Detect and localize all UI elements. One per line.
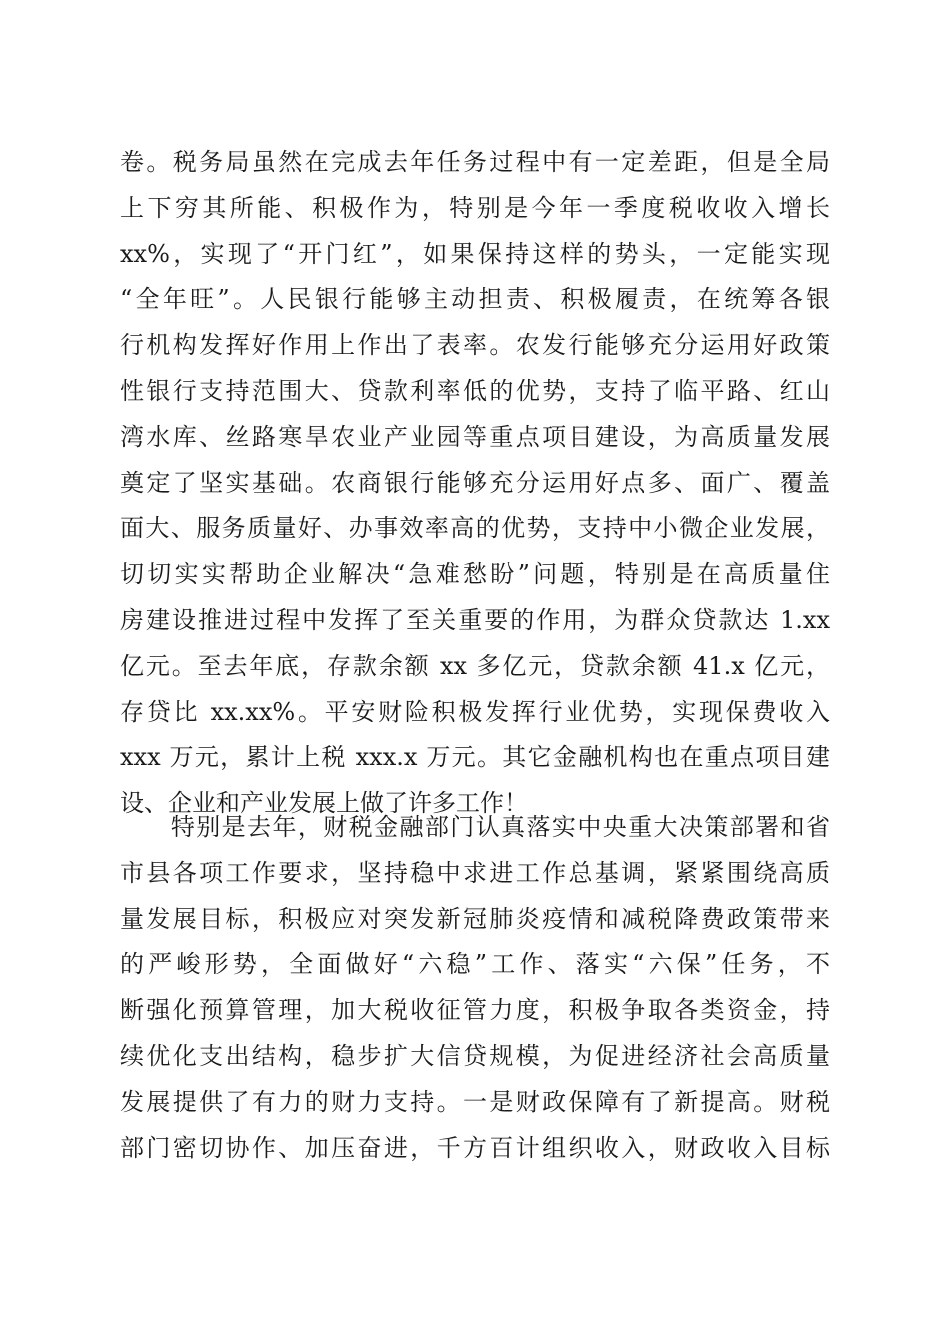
text-line: 续优化支出结构，稳步扩大信贷规模，为促进经济社会高质量 [120, 1041, 830, 1070]
text-line: 特别是去年，财税金融部门认真落实中央重大决策部署和省 [120, 813, 830, 841]
text-line: “全年旺”。人民银行能够主动担责、积极履责，在统筹各银 [120, 285, 830, 314]
text-line: 的严峻形势，全面做好“六稳”工作、落实“六保”任务，不 [120, 950, 830, 979]
text-line: 市县各项工作要求，坚持稳中求进工作总基调，紧紧围绕高质 [120, 858, 830, 887]
text-line: 部门密切协作、加压奋进，千方百计组织收入，财政收入目标 [120, 1133, 830, 1162]
text-line: 奠定了坚实基础。农商银行能够充分运用好点多、面广、覆盖 [120, 468, 830, 497]
text-line: xxx 万元，累计上税 xxx.x 万元。其它金融机构也在重点项目建 [120, 743, 830, 772]
text-line: 房建设推进过程中发挥了至关重要的作用，为群众贷款达 1.xx [120, 605, 830, 634]
text-line: 存贷比 xx.xx%。平安财险积极发挥行业优势，实现保费收入 [120, 697, 830, 726]
text-line: 性银行支持范围大、贷款利率低的优势，支持了临平路、红山 [120, 376, 830, 405]
paragraph-1 [120, 140, 830, 827]
text-line: 卷。税务局虽然在完成去年任务过程中有一定差距，但是全局 [120, 148, 830, 176]
text-line: 发展提供了有力的财力支持。一是财政保障有了新提高。财税 [120, 1087, 830, 1116]
paragraph-2 [120, 805, 830, 1171]
text-line: 切切实实帮助企业解决“急难愁盼”问题，特别是在高质量住 [120, 560, 830, 589]
text-line: 行机构发挥好作用上作出了表率。农发行能够充分运用好政策 [120, 331, 830, 360]
text-line: 上下穷其所能、积极作为，特别是今年一季度税收收入增长 [120, 193, 830, 222]
text-line: 设、企业和产业发展上做了许多工作！ [120, 789, 528, 818]
text-line: 量发展目标，积极应对突发新冠肺炎疫情和减税降费政策带来 [120, 904, 830, 933]
text-line: 断强化预算管理，加大税收征管力度，积极争取各类资金，持 [120, 996, 830, 1025]
text-line: 湾水库、丝路寒旱农业产业园等重点项目建设，为高质量发展 [120, 422, 830, 451]
text-line: xx%，实现了“开门红”，如果保持这样的势头，一定能实现 [120, 239, 830, 268]
text-line: 面大、服务质量好、办事效率高的优势，支持中小微企业发展， [120, 514, 830, 543]
text-line: 亿元。至去年底，存款余额 xx 多亿元，贷款余额 41.x 亿元， [120, 651, 830, 680]
